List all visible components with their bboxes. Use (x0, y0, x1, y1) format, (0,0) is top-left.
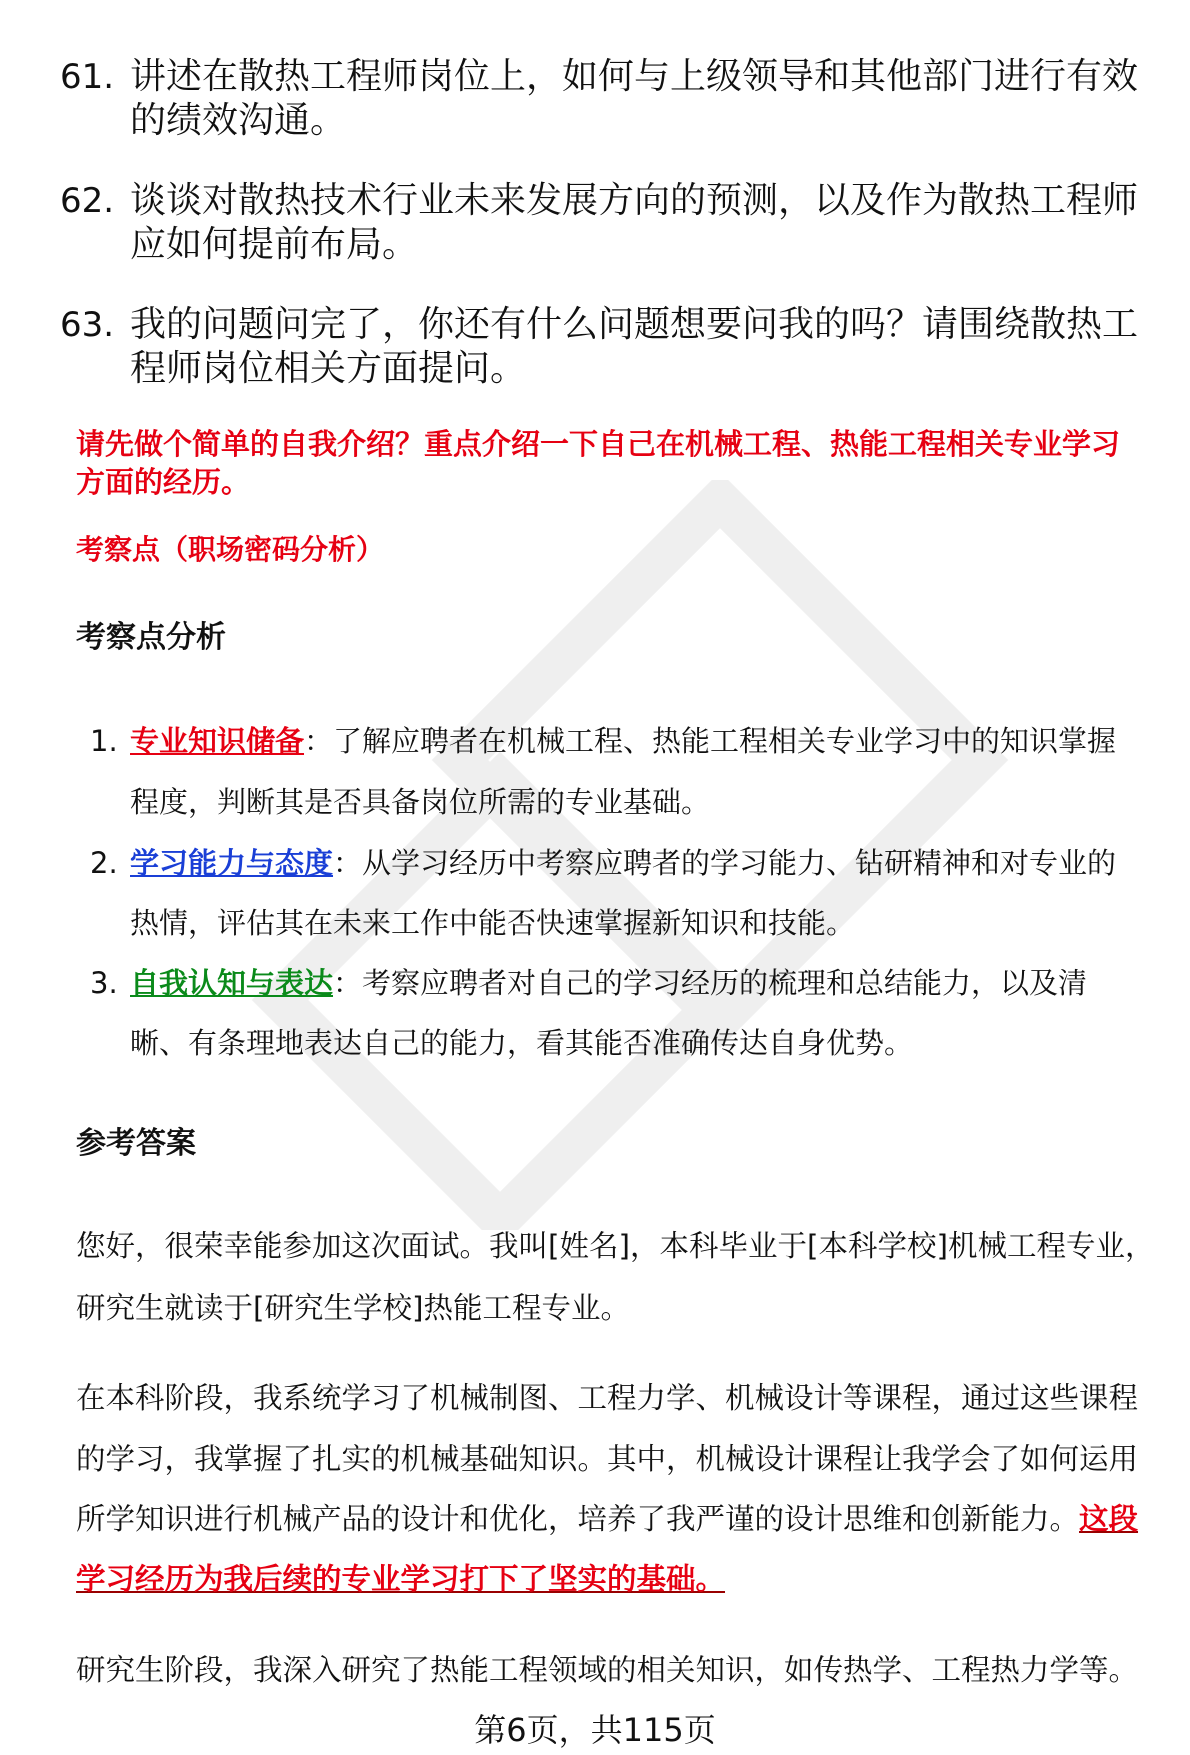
item-text: ：了解应聘者在机械工程、热能工程相关专业学习中的知识掌握 (304, 724, 1117, 758)
page-footer: 第6页，共115页 (474, 1711, 716, 1749)
question-text: 讲述在散热工程师岗位上，如何与上级领导和其他部门进行有效 (130, 56, 1139, 97)
item-line (130, 846, 1117, 880)
highlight-text: 学习经历为我后续的专业学习打下了坚实的基础。 (76, 1562, 726, 1596)
question-text: 的绩效沟通。 (130, 100, 347, 141)
item-keyword: 学习能力与态度 (130, 846, 334, 880)
question-number: 62. (60, 181, 115, 221)
item-line (130, 966, 1088, 1000)
item-text: ：从学习经历中考察应聘者的学习能力、钻研精神和对专业的 (333, 846, 1117, 880)
item-keyword: 专业知识储备 (130, 724, 305, 758)
item-text: 晰、有条理地表达自己的能力，看其能否准确传达自身优势。 (130, 1026, 914, 1060)
question-text: 谈谈对散热技术行业未来发展方向的预测，以及作为散热工程师 (130, 180, 1139, 221)
item-number: 1. (90, 724, 118, 758)
question-title: 请先做个简单的自我介绍？重点介绍一下自己在机械工程、热能工程相关专业学习 (76, 427, 1121, 461)
item-number: 2. (90, 846, 118, 880)
answer-line: 您好，很荣幸能参加这次面试。我叫[姓名]，本科毕业于[本科学校]机械工程专业， (76, 1229, 1155, 1263)
analysis-heading: 考察点分析 (76, 620, 226, 655)
question-number: 63. (60, 305, 115, 345)
answer-line: 在本科阶段，我系统学习了机械制图、工程力学、机械设计等课程，通过这些课程 (76, 1381, 1139, 1415)
section-label: 考察点（职场密码分析） (76, 533, 385, 566)
question-text: 应如何提前布局。 (130, 224, 419, 265)
question-text: 我的问题问完了，你还有什么问题想要问我的吗？请围绕散热工 (130, 304, 1139, 345)
answer-line: 的学习，我掌握了扎实的机械基础知识。其中，机械设计课程让我学会了如何运用 (76, 1442, 1139, 1476)
answer-line: 研究生就读于[研究生学校]热能工程专业。 (76, 1291, 631, 1325)
answer-paragraph-3: 研究生阶段，我深入研究了热能工程领域的相关知识，如传热学、工程热力学等。 (76, 1653, 1139, 1687)
question-title: 方面的经历。 (76, 465, 251, 499)
answer-heading: 参考答案 (76, 1126, 196, 1161)
item-text: 热情，评估其在未来工作中能否快速掌握新知识和技能。 (130, 906, 856, 940)
item-line (130, 724, 1117, 758)
item-keyword: 自我认知与表达 (130, 966, 334, 1000)
highlight-text: 这段 (1079, 1502, 1139, 1536)
answer-line: 所学知识进行机械产品的设计和优化，培养了我严谨的设计思维和创新能力。这段 (76, 1502, 1139, 1536)
item-number: 3. (90, 966, 118, 1000)
question-text: 程师岗位相关方面提问。 (130, 348, 527, 389)
question-number: 61. (60, 57, 115, 97)
item-text: ：考察应聘者对自己的学习经历的梳理和总结能力，以及清 (333, 966, 1088, 1000)
item-text: 程度，判断其是否具备岗位所需的专业基础。 (130, 785, 711, 819)
